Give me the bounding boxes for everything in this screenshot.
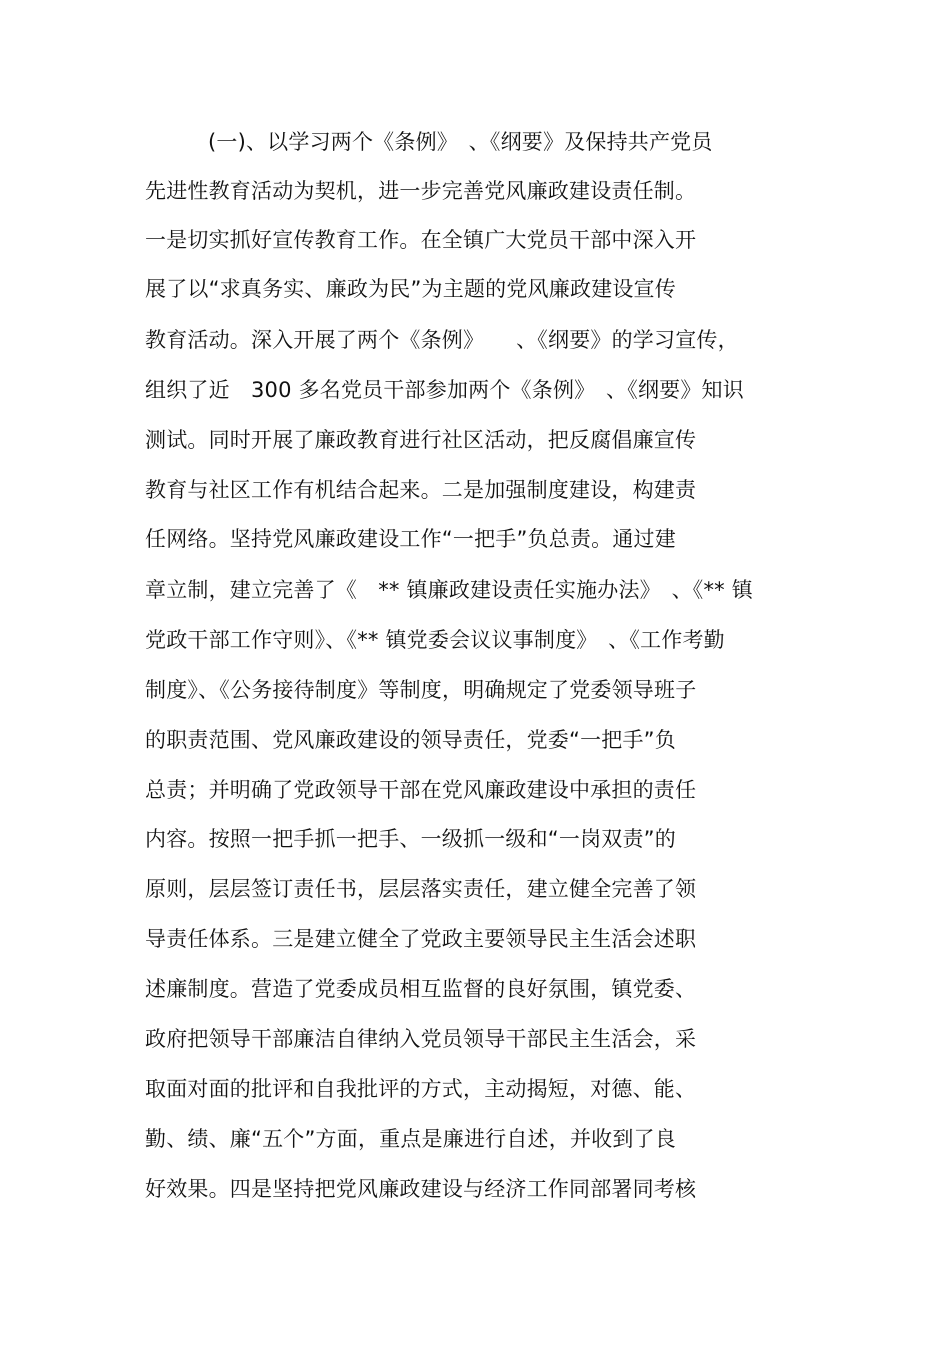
text-line-19: 政府把领导干部廉洁自律纳入党员领导干部民主生活会，采: [145, 1027, 697, 1051]
text-line-6: 组织了近 300 多名党员干部参加两个《条例》 、《纲要》知识: [145, 378, 744, 402]
text-line-1: (一)、以学习两个《条例》 、《纲要》及保持共产党员: [208, 130, 713, 154]
text-line-16: 原则，层层签订责任书，层层落实责任，建立健全完善了领: [145, 877, 697, 901]
text-line-11: 党政干部工作守则》、《** 镇党委会议议事制度》 、《工作考勤: [145, 628, 725, 652]
text-line-12: 制度》、《公务接待制度》等制度，明确规定了党委领导班子: [145, 678, 697, 702]
text-line-2: 先进性教育活动为契机，进一步完善党风廉政建设责任制。: [145, 179, 697, 203]
text-line-22: 好效果。四是坚持把党风廉政建设与经济工作同部署同考核: [145, 1177, 697, 1201]
text-line-18: 述廉制度。营造了党委成员相互监督的良好氛围，镇党委、: [145, 977, 697, 1001]
text-line-7: 测试。同时开展了廉政教育进行社区活动，把反腐倡廉宣传: [145, 428, 697, 452]
text-line-4: 展了以“求真务实、廉政为民”为主题的党风廉政建设宣传: [145, 277, 676, 301]
text-line-20: 取面对面的批评和自我批评的方式，主动揭短，对德、能、: [145, 1077, 697, 1101]
text-line-14: 总责；并明确了党政领导干部在党风廉政建设中承担的责任: [145, 778, 697, 802]
text-line-13: 的职责范围、党风廉政建设的领导责任，党委“一把手”负: [145, 728, 676, 752]
text-line-10: 章立制，建立完善了《 ** 镇廉政建设责任实施办法》 、《** 镇: [145, 578, 753, 602]
text-line-8: 教育与社区工作有机结合起来。二是加强制度建设，构建责: [145, 478, 697, 502]
text-line-9: 任网络。坚持党风廉政建设工作“一把手”负总责。通过建: [145, 527, 676, 551]
text-line-21: 勤、绩、廉“五个”方面，重点是廉进行自述，并收到了良: [145, 1127, 676, 1151]
text-line-5: 教育活动。深入开展了两个《条例》 、《纲要》的学习宣传，: [145, 328, 739, 352]
text-line-15: 内容。按照一把手抓一把手、一级抓一级和“一岗双责”的: [145, 827, 676, 851]
text-line-3: 一是切实抓好宣传教育工作。在全镇广大党员干部中深入开: [145, 228, 697, 252]
text-line-17: 导责任体系。三是建立健全了党政主要领导民主生活会述职: [145, 927, 697, 951]
